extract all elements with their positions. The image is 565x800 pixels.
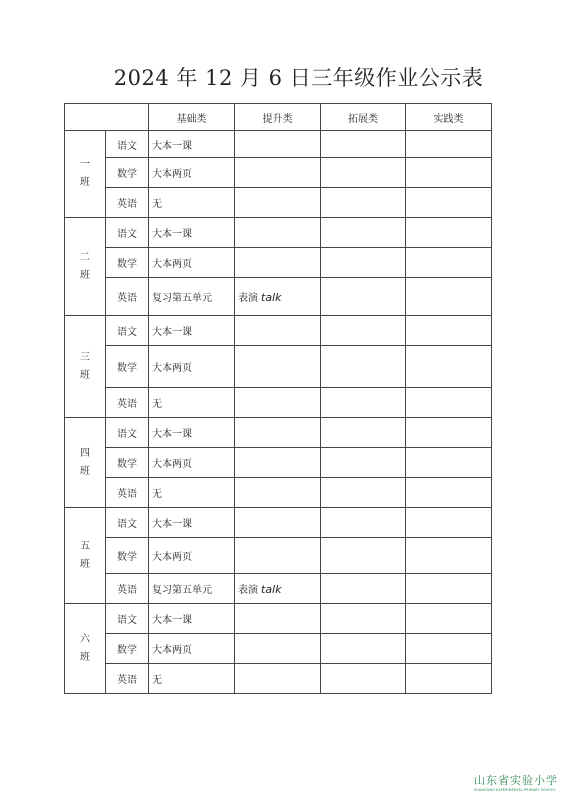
basic-cell: 复习第五单元 bbox=[149, 278, 235, 316]
improve-cell bbox=[235, 508, 321, 538]
subject-cell: 英语 bbox=[106, 478, 149, 508]
table-row bbox=[65, 508, 492, 538]
subject-cell: 英语 bbox=[106, 664, 149, 694]
basic-cell: 大本一课 bbox=[149, 604, 235, 634]
improve-cell bbox=[235, 278, 321, 316]
subject-cell: 数学 bbox=[106, 346, 149, 388]
header-corner bbox=[65, 104, 149, 131]
header-practice: 实践类 bbox=[406, 104, 492, 131]
basic-cell: 大本两页 bbox=[149, 634, 235, 664]
expand-cell bbox=[321, 574, 406, 604]
improve-cell bbox=[235, 131, 321, 158]
basic-cell: 大本两页 bbox=[149, 538, 235, 574]
table-row bbox=[65, 346, 492, 388]
practice-cell bbox=[406, 278, 492, 316]
subject-cell: 语文 bbox=[106, 604, 149, 634]
expand-cell bbox=[321, 248, 406, 278]
table-row bbox=[65, 131, 492, 158]
class-name: 六 班 bbox=[65, 604, 106, 694]
expand-cell bbox=[321, 664, 406, 694]
expand-cell bbox=[321, 158, 406, 188]
subject-cell: 数学 bbox=[106, 248, 149, 278]
table-row bbox=[65, 218, 492, 248]
basic-cell: 大本两页 bbox=[149, 158, 235, 188]
class-name: 二 班 bbox=[65, 218, 106, 316]
improve-extra-text: talk bbox=[261, 583, 282, 596]
expand-cell bbox=[321, 604, 406, 634]
basic-cell: 大本一课 bbox=[149, 418, 235, 448]
basic-cell: 复习第五单元 bbox=[149, 574, 235, 604]
improve-cell bbox=[235, 604, 321, 634]
improve-extra-text: talk bbox=[261, 291, 282, 304]
class-name: 三 班 bbox=[65, 316, 106, 418]
table-row bbox=[65, 248, 492, 278]
improve-cell bbox=[235, 158, 321, 188]
table-body bbox=[65, 131, 492, 694]
header-row bbox=[65, 104, 492, 131]
homework-table bbox=[64, 103, 492, 694]
subject-cell: 语文 bbox=[106, 218, 149, 248]
practice-cell bbox=[406, 418, 492, 448]
basic-cell: 无 bbox=[149, 478, 235, 508]
practice-cell bbox=[406, 538, 492, 574]
basic-cell: 无 bbox=[149, 388, 235, 418]
basic-cell: 大本一课 bbox=[149, 316, 235, 346]
improve-cell bbox=[235, 634, 321, 664]
basic-cell: 大本一课 bbox=[149, 508, 235, 538]
practice-cell bbox=[406, 574, 492, 604]
subject-cell: 英语 bbox=[106, 188, 149, 218]
class-name: 四 班 bbox=[65, 418, 106, 508]
improve-cell bbox=[235, 248, 321, 278]
subject-cell: 语文 bbox=[106, 131, 149, 158]
table-row bbox=[65, 574, 492, 604]
table-row bbox=[65, 388, 492, 418]
expand-cell bbox=[321, 538, 406, 574]
basic-cell: 大本两页 bbox=[149, 448, 235, 478]
expand-cell bbox=[321, 634, 406, 664]
improve-cell bbox=[235, 538, 321, 574]
expand-cell bbox=[321, 188, 406, 218]
table-row bbox=[65, 538, 492, 574]
table-row bbox=[65, 316, 492, 346]
improve-cell bbox=[235, 664, 321, 694]
improve-cell bbox=[235, 188, 321, 218]
practice-cell bbox=[406, 604, 492, 634]
expand-cell bbox=[321, 278, 406, 316]
expand-cell bbox=[321, 478, 406, 508]
practice-cell bbox=[406, 664, 492, 694]
expand-cell bbox=[321, 388, 406, 418]
basic-cell: 无 bbox=[149, 664, 235, 694]
table-row bbox=[65, 448, 492, 478]
practice-cell bbox=[406, 188, 492, 218]
logo-subtext: SHANDONG EXPERIMENTAL PRIMARY SCHOOL bbox=[474, 788, 556, 792]
improve-text: 表演 bbox=[238, 293, 258, 304]
practice-cell bbox=[406, 448, 492, 478]
subject-cell: 语文 bbox=[106, 508, 149, 538]
practice-cell bbox=[406, 248, 492, 278]
basic-cell: 无 bbox=[149, 188, 235, 218]
basic-cell: 大本两页 bbox=[149, 346, 235, 388]
subject-cell: 数学 bbox=[106, 538, 149, 574]
expand-cell bbox=[321, 508, 406, 538]
table-row bbox=[65, 158, 492, 188]
practice-cell bbox=[406, 478, 492, 508]
improve-cell bbox=[235, 418, 321, 448]
basic-cell: 大本一课 bbox=[149, 131, 235, 158]
improve-cell bbox=[235, 316, 321, 346]
improve-cell bbox=[235, 388, 321, 418]
header-expand: 拓展类 bbox=[321, 104, 406, 131]
table-row bbox=[65, 634, 492, 664]
header-improve: 提升类 bbox=[235, 104, 321, 131]
basic-cell: 大本一课 bbox=[149, 218, 235, 248]
school-logo bbox=[474, 772, 565, 792]
improve-cell bbox=[235, 218, 321, 248]
practice-cell bbox=[406, 508, 492, 538]
improve-cell bbox=[235, 346, 321, 388]
basic-cell: 大本两页 bbox=[149, 248, 235, 278]
table-row bbox=[65, 478, 492, 508]
table-row bbox=[65, 604, 492, 634]
improve-text: 表演 bbox=[238, 585, 258, 596]
subject-cell: 英语 bbox=[106, 388, 149, 418]
expand-cell bbox=[321, 218, 406, 248]
practice-cell bbox=[406, 316, 492, 346]
expand-cell bbox=[321, 418, 406, 448]
subject-cell: 数学 bbox=[106, 634, 149, 664]
practice-cell bbox=[406, 346, 492, 388]
practice-cell bbox=[406, 131, 492, 158]
practice-cell bbox=[406, 634, 492, 664]
subject-cell: 英语 bbox=[106, 278, 149, 316]
subject-cell: 数学 bbox=[106, 448, 149, 478]
table-row bbox=[65, 188, 492, 218]
subject-cell: 语文 bbox=[106, 418, 149, 448]
table-row bbox=[65, 418, 492, 448]
expand-cell bbox=[321, 448, 406, 478]
expand-cell bbox=[321, 316, 406, 346]
expand-cell bbox=[321, 131, 406, 158]
practice-cell bbox=[406, 158, 492, 188]
header-basic: 基础类 bbox=[149, 104, 235, 131]
table-row bbox=[65, 664, 492, 694]
class-name: 一 班 bbox=[65, 131, 106, 218]
subject-cell: 语文 bbox=[106, 316, 149, 346]
expand-cell bbox=[321, 346, 406, 388]
improve-cell bbox=[235, 574, 321, 604]
practice-cell bbox=[406, 388, 492, 418]
subject-cell: 数学 bbox=[106, 158, 149, 188]
class-name: 五 班 bbox=[65, 508, 106, 604]
subject-cell: 英语 bbox=[106, 574, 149, 604]
page-title: 2024 年 12 月 6 日三年级作业公示表 bbox=[113, 66, 484, 90]
table-row bbox=[65, 278, 492, 316]
improve-cell bbox=[235, 448, 321, 478]
improve-cell bbox=[235, 478, 321, 508]
practice-cell bbox=[406, 218, 492, 248]
logo-text: 山东省实验小学 bbox=[474, 774, 558, 787]
